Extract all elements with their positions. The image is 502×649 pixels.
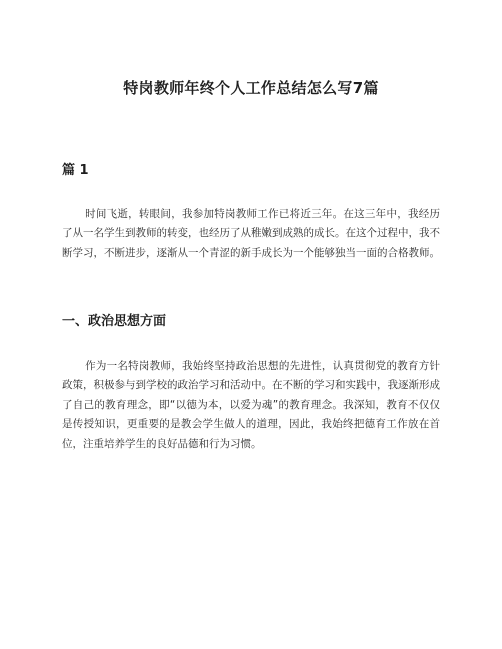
paragraph-intro: 时间飞逝，转眼间，我参加特岗教师工作已将近三年。在这三年中，我经历了从一名学生到教师的转变，也经历了从稚嫩到成熟的成长。在这个过程中，我不断学习，不断进步，逐渐从一个青涩的新手成长为一个能够独当一面的合格教师。 [62,208,440,259]
section-heading-part-1: 篇 1 [62,163,89,178]
section-heading-political-thought: 一、政治思想方面 [62,314,167,329]
document-title: 特岗教师年终个人工作总结怎么写7篇 [123,79,379,97]
paragraph-political-thought: 作为一名特岗教师，我始终坚持政治思想的先进性，认真贯彻党的教育方针政策，积极参与到学校的政治学习和活动中。在不断的学习和实践中，我逐渐形成了自己的教育理念，即“以德为本，以爱为魂”的教育理念。我深知，教育不仅仅是传授知识，更重要的是教会学生做人的道理，因此，我始终把德育工作放在首位，注重培养学生的良好品德和行为习惯。 [62,360,440,450]
